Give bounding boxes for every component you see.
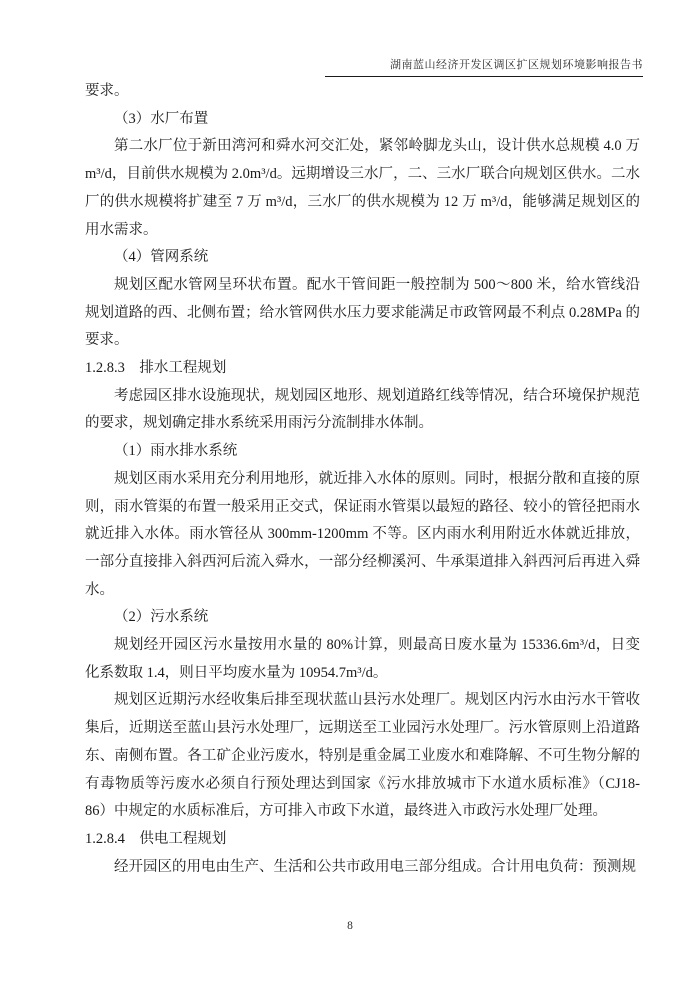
paragraph: 规划经开园区污水量按用水量的 80%计算，则最高日废水量为 15336.6m³/d，日变化系数取 1.4，则日平均废水量为 10954.7m³/d。: [85, 637, 640, 681]
paragraph: 第二水厂位于新田湾河和舜水河交汇处，紧邻岭脚龙头山，设计供水总规模 4.0 万 m³/d，目前供水规模为 2.0m³/d。远期增设三水厂，二、三水厂联合向规划区供水。二水厂的供水规模将扩建至 7 万 m³/d，三水厂的供水规模为 12 万 m³/d，能够满足规划区的用水需求。: [85, 138, 640, 238]
paragraph: （4）管网系统: [114, 249, 209, 266]
section-heading: 1.2.8.4 供电工程规划: [85, 830, 227, 847]
section-heading: 1.2.8.3 排水工程规划: [85, 360, 227, 377]
paragraph: （1）雨水排水系统: [114, 443, 238, 460]
paragraph: 规划区配水管网呈环状布置。配水干管间距一般控制为 500～800 米，给水管线沿规划道路的西、北侧布置；给水管网供水压力要求能满足市政管网最不利点 0.28MPa 的要求。: [85, 276, 640, 349]
paragraph: 规划区近期污水经收集后排至现状蓝山县污水处理厂。规划区内污水由污水干管收集后，近期送至蓝山县污水处理厂，远期送至工业园污水处理厂。污水管原则上沿道路东、南侧布置。各工矿企业污废水，特别是重金属工业废水和难降解、不可生物分解的有毒物质等污废水必须自行预处理达到国家《污水排放城市下水道水质标准》（CJ18-86）中规定的水质标准后，方可排入市政下水道，最终进入市政污水处理厂处理。: [85, 692, 640, 820]
page-number: 8: [347, 920, 353, 932]
paragraph: （2）污水系统: [114, 609, 209, 626]
page-footer: [0, 920, 700, 932]
header-title: 湖南蓝山经济开发区调区扩区规划环境影响报告书: [390, 59, 643, 71]
paragraph: 规划区雨水采用充分利用地形，就近排入水体的原则。同时，根据分散和直接的原则，雨水管渠的布置一般采用正交式，保证雨水管渠以最短的路径、较小的管径把雨水就近排入水体。雨水管径从 300mm-1200mm 不等。区内雨水利用附近水体就近排放，一部分直接排入斜西河后流入舜水，一部分经柳溪河、牛承渠道排入斜西河后再进入舜水。: [85, 470, 640, 598]
paragraph: 要求。: [85, 83, 129, 99]
paragraph: 经开园区的用电由生产、生活和公共市政用电三部分组成。合计用电负荷：预测规: [114, 858, 636, 875]
page-header: [325, 56, 643, 77]
document-body: [85, 78, 640, 881]
paragraph: （3）水厂布置: [114, 110, 209, 127]
paragraph: 考虑园区排水设施现状，规划园区地形、规划道路红线等情况，结合环境保护规范的要求，规划确定排水系统采用雨污分流制排水体制。: [85, 387, 640, 432]
